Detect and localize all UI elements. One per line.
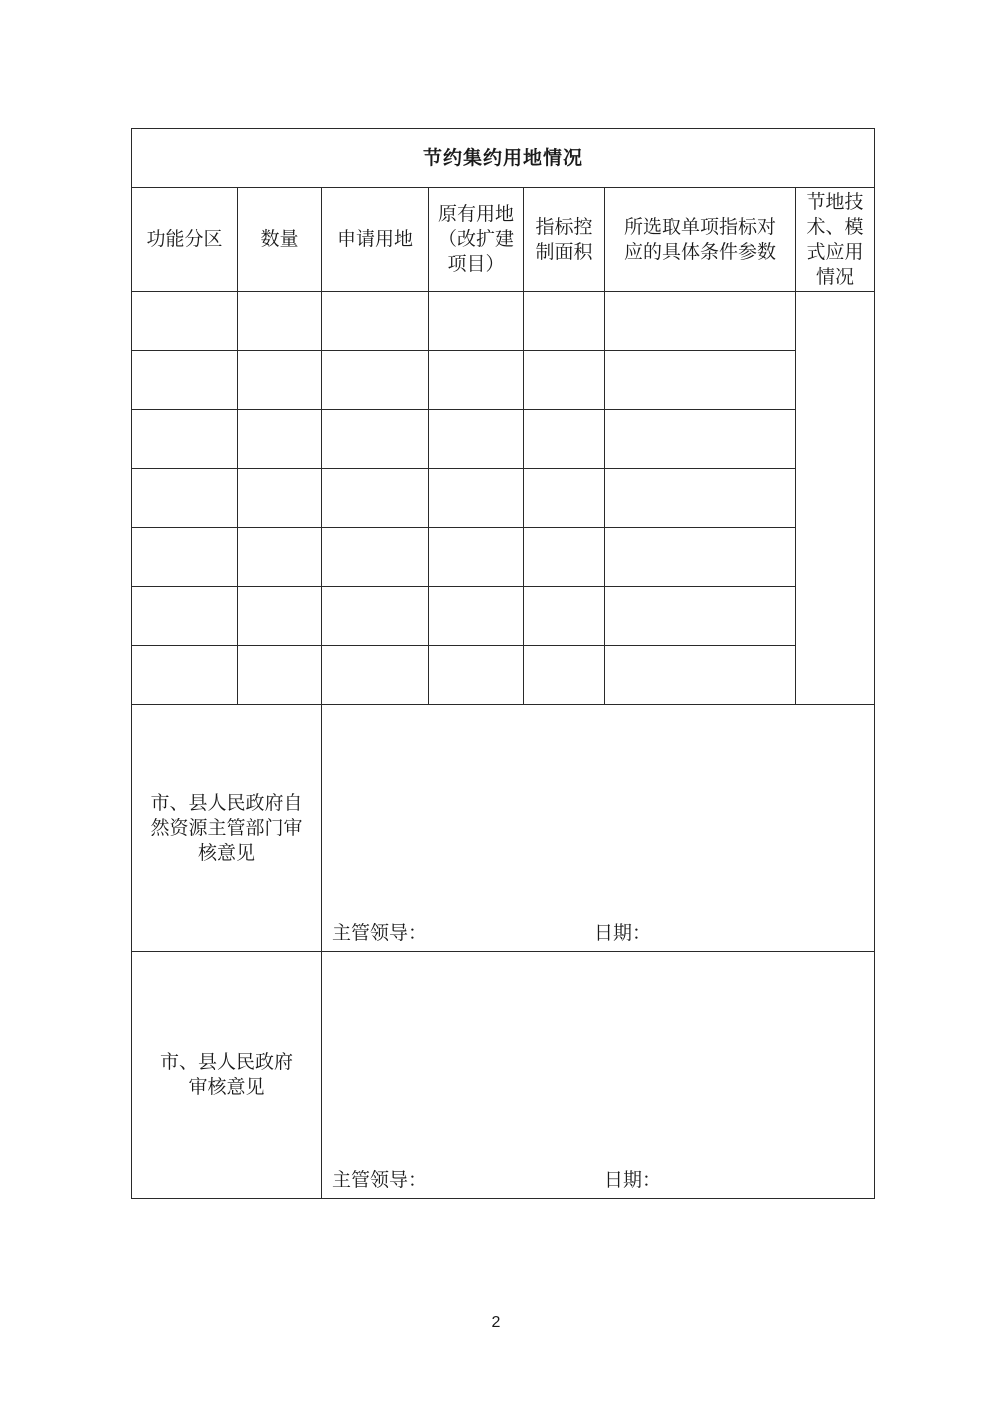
table-row — [132, 528, 875, 587]
table-cell[interactable] — [238, 528, 322, 587]
header-condition-parameters: 所选取单项指标对应的具体条件参数 — [605, 188, 796, 292]
table-cell[interactable] — [322, 587, 429, 646]
table-cell[interactable] — [605, 587, 796, 646]
table-row — [132, 292, 875, 351]
date-label: 日期： — [604, 1169, 662, 1191]
government-review-opinion[interactable] — [322, 952, 875, 1199]
table-cell[interactable] — [605, 528, 796, 587]
table-cell[interactable] — [524, 410, 605, 469]
header-applied-land: 申请用地 — [322, 188, 429, 292]
table-cell[interactable] — [524, 469, 605, 528]
table-row — [132, 646, 875, 705]
table-cell[interactable] — [238, 646, 322, 705]
table-cell[interactable] — [238, 351, 322, 410]
land-use-form-table — [131, 128, 875, 1199]
table-cell[interactable] — [132, 410, 238, 469]
table-cell[interactable] — [524, 587, 605, 646]
government-review-label: 市、县人民政府审核意见 — [132, 952, 322, 1199]
header-original-land: 原有用地（改扩建项目） — [429, 188, 524, 292]
header-land-saving-tech: 节地技术、模式应用情况 — [796, 188, 875, 292]
government-review-row — [132, 952, 875, 1199]
table-cell[interactable] — [524, 351, 605, 410]
table-cell[interactable] — [238, 587, 322, 646]
table-row — [132, 587, 875, 646]
table-cell[interactable] — [322, 469, 429, 528]
table-cell[interactable] — [132, 587, 238, 646]
table-row — [132, 410, 875, 469]
table-row — [132, 469, 875, 528]
table-cell[interactable] — [322, 351, 429, 410]
table-cell[interactable] — [132, 528, 238, 587]
table-cell[interactable] — [429, 292, 524, 351]
date-label: 日期： — [594, 922, 652, 944]
table-cell[interactable] — [132, 351, 238, 410]
table-cell[interactable] — [605, 469, 796, 528]
signature-line — [332, 921, 864, 947]
table-cell[interactable] — [524, 528, 605, 587]
table-cell[interactable] — [429, 528, 524, 587]
table-cell[interactable] — [524, 646, 605, 705]
page-number: 2 — [491, 1314, 501, 1331]
table-cell[interactable] — [238, 292, 322, 351]
header-indicator-control-area: 指标控制面积 — [524, 188, 605, 292]
table-cell[interactable] — [605, 351, 796, 410]
header-functional-zone: 功能分区 — [132, 188, 238, 292]
leader-signature-label: 主管领导： — [332, 922, 428, 944]
table-cell[interactable] — [605, 646, 796, 705]
table-cell[interactable] — [429, 587, 524, 646]
table-cell[interactable] — [429, 410, 524, 469]
resource-dept-review-row — [132, 705, 875, 952]
table-cell[interactable] — [322, 528, 429, 587]
table-cell[interactable] — [132, 646, 238, 705]
table-cell[interactable] — [322, 410, 429, 469]
table-cell[interactable] — [322, 292, 429, 351]
resource-dept-review-opinion[interactable] — [322, 705, 875, 952]
table-row — [132, 351, 875, 410]
table-cell[interactable] — [429, 469, 524, 528]
table-cell[interactable] — [238, 410, 322, 469]
resource-dept-review-label: 市、县人民政府自然资源主管部门审核意见 — [132, 705, 322, 952]
table-cell[interactable] — [322, 646, 429, 705]
table-title: 节约集约用地情况 — [132, 129, 875, 188]
header-quantity: 数量 — [238, 188, 322, 292]
table-cell[interactable] — [605, 292, 796, 351]
table-cell[interactable] — [132, 292, 238, 351]
table-cell[interactable] — [524, 292, 605, 351]
table-cell[interactable] — [429, 351, 524, 410]
table-cell[interactable] — [429, 646, 524, 705]
table-cell[interactable] — [238, 469, 322, 528]
leader-signature-label: 主管领导： — [332, 1169, 428, 1191]
table-cell[interactable] — [605, 410, 796, 469]
signature-line — [332, 1168, 864, 1194]
land-saving-tech-cell[interactable] — [796, 292, 875, 705]
table-cell[interactable] — [132, 469, 238, 528]
